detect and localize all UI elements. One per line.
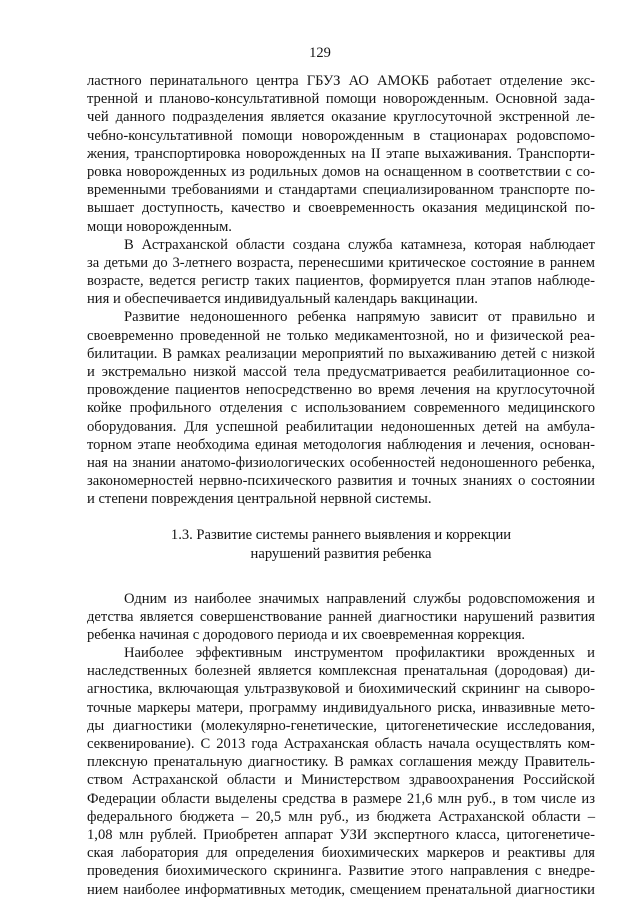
- text-line: плексную пренатальную диагностику. В рамках соглашения между Правитель-: [87, 754, 595, 771]
- text-line: чей данного подразделения является оказание круглосуточной экстренной ле-: [87, 109, 595, 126]
- paragraph-prenatal-diagnostics: [87, 644, 595, 899]
- paragraph-perinatal-center: [87, 72, 595, 236]
- section-heading-line: нарушений развития ребенка: [250, 545, 432, 562]
- body-text: [87, 72, 595, 899]
- text-line: проведения биохимического скрининга. Развитие этого направления с внедре-: [87, 863, 595, 880]
- text-line: и экстремально низкой массой тела предусматривается реабилитационное со-: [87, 364, 595, 380]
- text-line: койке профильного отделения с использованием современного медицинского: [87, 400, 595, 417]
- text-line: ством Астраханской области и Министерством здравоохранения Российской: [87, 772, 595, 789]
- text-line: возрасте, ведется регистр таких пациентов, формируется план этапов наблюде-: [87, 273, 595, 290]
- text-line: ная на знании анатомо-физиологических особенностей недоношенного ребенка,: [87, 454, 595, 471]
- text-line: за детьми до 3-летнего возраста, перенесшими критическое состояние в раннем: [87, 254, 595, 271]
- text-line: Наиболее эффективным инструментом профилактики врожденных и: [124, 645, 595, 662]
- text-line: Развитие недоношенного ребенка напрямую зависит от правильно и: [124, 309, 595, 326]
- section-heading-line: 1.3. Развитие системы раннего выявления и коррекции: [170, 526, 512, 543]
- text-line: ская лаборатория для определения биохимических маркеров и реактивы для: [87, 845, 595, 862]
- text-line: Одним из наиболее значимых направлений службы родовспоможения и: [124, 590, 595, 607]
- text-line: чебно-консультативной помощи новорожденным в стационарах родовспомо-: [87, 127, 595, 144]
- text-line: В Астраханской области создана служба катамнеза, которая наблюдает: [124, 236, 595, 253]
- text-line: торном этапе необходима единая методология наблюдения и лечения, основан-: [87, 436, 595, 453]
- text-line: секвенирование). С 2013 года Астраханская область начала осуществлять ком-: [87, 736, 595, 752]
- spacer: [87, 509, 595, 526]
- text-line: нием наиболее информативных методик, смещением пренатальной диагностики: [87, 881, 595, 898]
- text-line: оборудования. Для успешной реабилитации недоношенных детей на амбула-: [87, 418, 595, 435]
- text-line: тренной и планово-консультативной помощи новорожденным. Основной зада-: [87, 91, 595, 108]
- text-line: наследственных болезней является комплексная пренатальная (дородовая) ди-: [87, 663, 595, 680]
- text-line: детства является совершенствование ранней диагностики нарушений развития: [87, 608, 595, 625]
- page-number: 129: [309, 45, 331, 61]
- text-line: ния и обеспечивается индивидуальный календарь вакцинации.: [87, 291, 478, 308]
- text-line: жения, транспортировка новорожденных на II этапе выхаживания. Транспорти-: [87, 145, 595, 162]
- text-line: 1,08 млн рублей. Приобретен аппарат УЗИ экспертного класса, цитогенетиче-: [87, 826, 595, 843]
- paragraph-rehabilitation: [87, 308, 595, 508]
- text-line: временными требованиями и стандартами специализированном транспорте по-: [87, 182, 595, 199]
- text-line: провождение пациентов непосредственно во время лечения на круглосуточной: [87, 382, 595, 399]
- section-heading: [87, 526, 595, 564]
- text-line: точные маркеры матери, программу индивидуального риска, инвазивные мето-: [87, 699, 595, 716]
- text-line: ребенка начиная с дородового периода и их своевременная коррекция.: [87, 626, 526, 643]
- text-line: ластного перинатального центра ГБУЗ АО АМОКБ работает отделение экс-: [87, 73, 595, 89]
- spacer: [87, 564, 595, 590]
- paragraph-catamnesis: [87, 236, 595, 309]
- text-line: и степени повреждения центральной нервной системы.: [87, 491, 432, 508]
- text-line: своевременно проведенной не только медикаментозной, но и физической реа-: [87, 327, 595, 344]
- text-line: вышает доступность, качество и своевременность оказания медицинской по-: [87, 200, 595, 217]
- text-line: билитации. В рамках реализации мероприятий по выхаживанию детей с низкой: [87, 345, 595, 362]
- text-line: федерального бюджета – 20,5 млн руб., из бюджета Астраханской области –: [87, 808, 595, 825]
- text-line: Федерации области выделены средства в размере 21,6 млн руб., в том числе из: [87, 790, 595, 807]
- text-line: ровка новорожденных из родильных домов на оснащенном в соответствии с со-: [87, 163, 595, 180]
- paragraph-early-diagnostics: [87, 590, 595, 645]
- text-line: мощи новорожденным.: [87, 218, 232, 235]
- text-line: закономерностей нервно-психического развития и точных знаниях о состоянии: [87, 473, 595, 490]
- text-line: ды диагностики (молекулярно-генетические, цитогенетические исследования,: [87, 717, 595, 734]
- text-line: агностика, включающая ультразвуковой и биохимический скрининг на сыворо-: [87, 681, 595, 698]
